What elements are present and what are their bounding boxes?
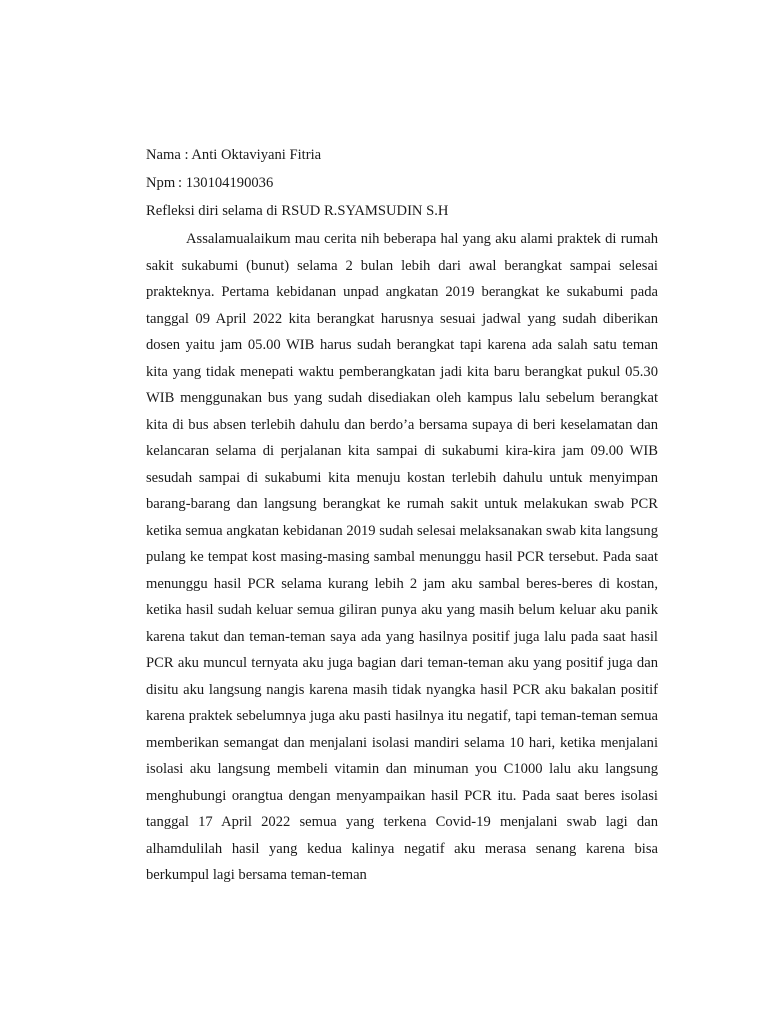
student-npm xyxy=(146,170,658,198)
student-name: Nama : Anti Oktaviyani Fitria xyxy=(146,147,322,163)
document-title: Refleksi diri selama di RSUD R.SYAMSUDIN S.H xyxy=(146,203,449,219)
reflection-body: Assalamualaikum mau cerita nih beberapa hal yang aku alami praktek di rumah sakit sukabumi (bunut) selama 2 bulan lebih dari awal berangkat sampai selesai prakteknya. Pertama kebidanan unpad angkatan 2019 berangkat ke sukabumi pada tanggal 09 April 2022 kita berangkat harusnya sesuai jadwal yang sudah diberikan dosen yaitu jam 05.00 WIB harus sudah berangkat tapi karena ada salah satu teman kita yang tidak menepati waktu pemberangkatan jadi kita baru berangkat pukul 05.30 WIB menggunakan bus yang sudah disediakan oleh kampus lalu sebelum berangkat kita di bus absen terlebih dahulu dan berdo’a bersama supaya di beri keselamatan dan kelancaran selama di perjalanan kita sampai di sukabumi kira-kira jam 09.00 WIB sesudah sampai di sukabumi kita menuju kostan terlebih dahulu untuk menyimpan barang-barang dan langsung berangkat ke rumah sakit untuk melakukan swab PCR ketika semua angkatan kebidanan 2019 sudah selesai melaksanakan swab kita langsung pulang ke tempat kost masing-masing sambal menunggu hasil PCR tersebut. Pada saat menunggu hasil PCR selama kurang lebih 2 jam aku sambal beres-beres di kostan, ketika hasil sudah keluar semua giliran punya aku yang masih belum keluar aku panik karena takut dan teman-teman saya ada yang hasilnya positif juga lalu pada saat hasil PCR aku muncul ternyata aku juga bagian dari teman-teman aku yang positif juga dan disitu aku langsung nangis karena masih tidak nyangka hasil PCR aku bakalan positif karena praktek sebelumnya juga aku pasti hasilnya itu negatif, tapi teman-teman semua memberikan semangat dan menjalani isolasi mandiri selama 10 hari, ketika menjalani isolasi aku langsung membeli vitamin dan minuman you C1000 lalu aku langsung menghubungi orangtua dengan menyampaikan hasil PCR itu. Pada saat beres isolasi tanggal 17 April 2022 semua yang terkena Covid-19 menjalani swab lagi dan alhamdulilah hasil yang kedua kalinya negatif aku merasa senang karena bisa berkumpul lagi bersama teman-teman xyxy=(146,231,658,883)
npm-value: : 130104190036 xyxy=(178,175,274,191)
npm-label: Npm xyxy=(146,175,176,191)
document-content xyxy=(146,142,658,889)
